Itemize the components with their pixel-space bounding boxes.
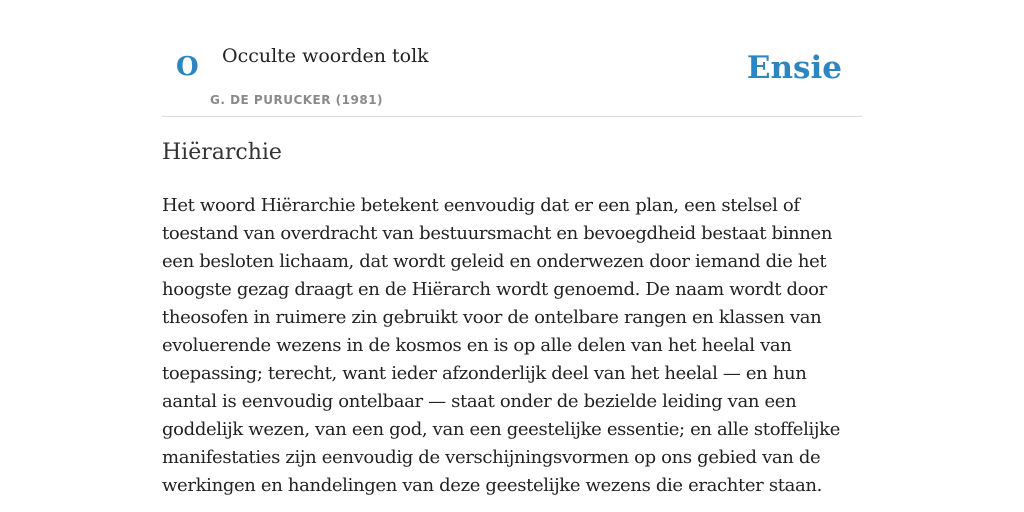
entry-body: Het woord Hiërarchie betekent eenvoudig dat er een plan, een stelsel of toestand van overdracht van bestuursmacht en bevoegdheid bestaat binnen een besloten lichaam, dat wordt geleid en onderwezen door iemand die het hoogste gezag draagt en de Hiërarch wordt genoemd. De naam wordt door theosofen in ruimere zin gebruikt voor de ontelbare rangen en klassen van evoluerende wezens in de kosmos en is op alle delen van het heelal van toepassing; terecht, want ieder afzonderlijk deel van het heelal — en hun aantal is eenvoudig ontelbaar — staat onder de bezielde leiding van een goddelijk wezen, van een god, van een geestelijke essentie; en alle stoffelijke manifestaties zijn eenvoudig de verschijningsvormen op ons gebied van de werkingen en handelingen van deze geestelijke wezens die erachter staan. bbox=[162, 195, 841, 496]
book-title[interactable]: Occulte woorden tolk bbox=[222, 45, 429, 67]
index-letter[interactable]: O bbox=[176, 52, 199, 82]
entry-title: Hiërarchie bbox=[162, 140, 282, 165]
book-author: G. DE PURUCKER (1981) bbox=[210, 93, 384, 107]
book-header bbox=[162, 0, 862, 117]
brand-logo[interactable]: Ensie bbox=[746, 50, 842, 86]
